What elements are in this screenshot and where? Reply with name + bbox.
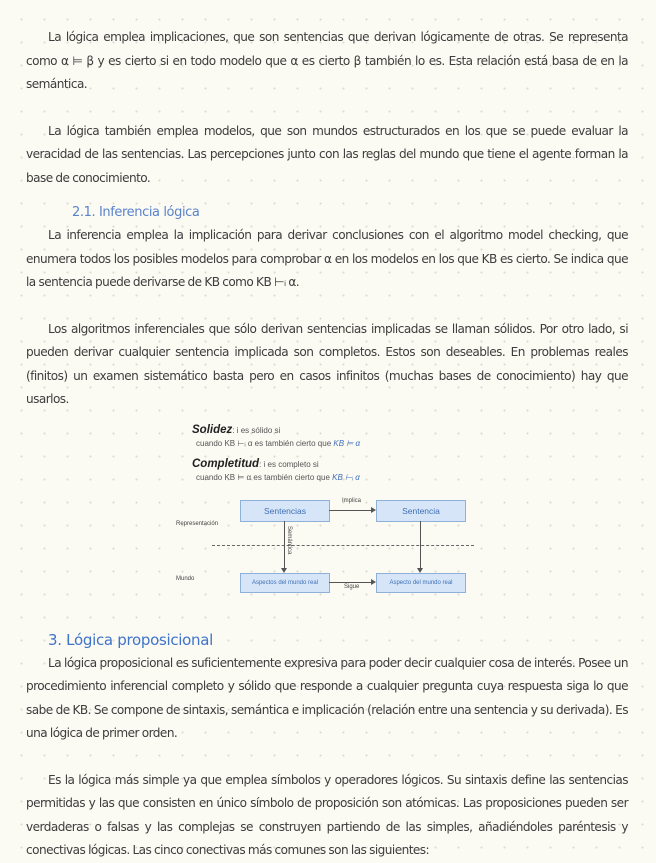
paragraph-modelos: La lógica también emplea modelos, que son mundos estructurados en los que se puede evaluar la veracidad de las sentencias. Las percepciones junto con las reglas del mundo que tiene el agente forman la base de conocimiento. (26, 123, 628, 185)
document-page (26, 26, 628, 863)
aspecto-mundo-real-box: Aspecto del mundo real (376, 573, 466, 593)
solidez-definition: Solidez: i es sólido si cuando KB ⊢ᵢ α es también cierto que KB ⊨ α (192, 423, 361, 448)
sigue-label: Sigue (344, 583, 360, 590)
solidez-completitud-figure (172, 418, 492, 614)
heading-inferencia-logica: 2.1. Inferencia lógica (72, 205, 200, 220)
sentencias-box: Sentencias (240, 500, 330, 522)
sentencia-box: Sentencia (376, 500, 466, 522)
completitud-definition: Completitud: i es completo si cuando KB ⊨ α es también cierto que KB ⊢ᵢ α (192, 457, 360, 482)
paragraph-inferencia: La inferencia emplea la implicación para derivar conclusiones con el algoritmo model checking, que enumera todos los posibles modelos para comprobar α en los modelos en los que KB es cierto. Se indica que la sentencia puede derivarse de KB como KB ⊢ᵢ α. (26, 228, 628, 289)
implica-label: Implica (342, 497, 362, 504)
divider-dashed (212, 545, 474, 546)
paragraph-implicaciones: La lógica emplea implicaciones, que son sentencias que derivan lógicamente de otras. Se representa como α ⊨ β y es cierto si en todo modelo que α es cierto β también lo es. Esta relación está basa de en la semántica. (26, 30, 628, 91)
solidez-term: Solidez (192, 423, 233, 436)
completitud-term: Completitud (192, 457, 260, 470)
mundo-label: Mundo (176, 575, 195, 582)
semantica-label: Semántica (286, 525, 292, 554)
representacion-label: Representación (176, 520, 219, 527)
aspectos-mundo-real-box: Aspectos del mundo real (240, 573, 330, 593)
paragraph-logica-proposicional: La lógica proposicional es suficientemente expresiva para poder decir cualquier cosa de interés. Posee un procedimiento inferencial completo y sólido que responde a cualquier pregunta cuya respuesta siga lo que sabe de KB. Se compone de sintaxis, semántica e implicación (relación entre una sentencia y su derivada). Es una lógica de primer orden. (26, 655, 628, 740)
paragraph-conectivas: Es la lógica más simple ya que emplea símbolos y operadores lógicos. Su sintaxis define las sentencias permitidas y las que consisten en único símbolo de proposición son atómicas. Las proposiciones pueden ser verdaderas o falsas y las complejas se construyen partiendo de las simples, añadiéndoles paréntesis y conectivas lógicas. Las cinco conectivas más comunes son las siguientes: (26, 772, 628, 857)
paragraph-algoritmos: Los algoritmos inferenciales que sólo derivan sentencias implicadas se llaman sólidos. Por otro lado, si pueden derivar cualquier sentencia implicada son completos. Estos son deseables. En problemas reales (finitos) un examen sistemático basta pero en casos infinitos (muchas bases de conocimiento) hay que usarlos. (26, 321, 628, 406)
heading-logica-proposicional: 3. Lógica proposicional (48, 630, 214, 649)
